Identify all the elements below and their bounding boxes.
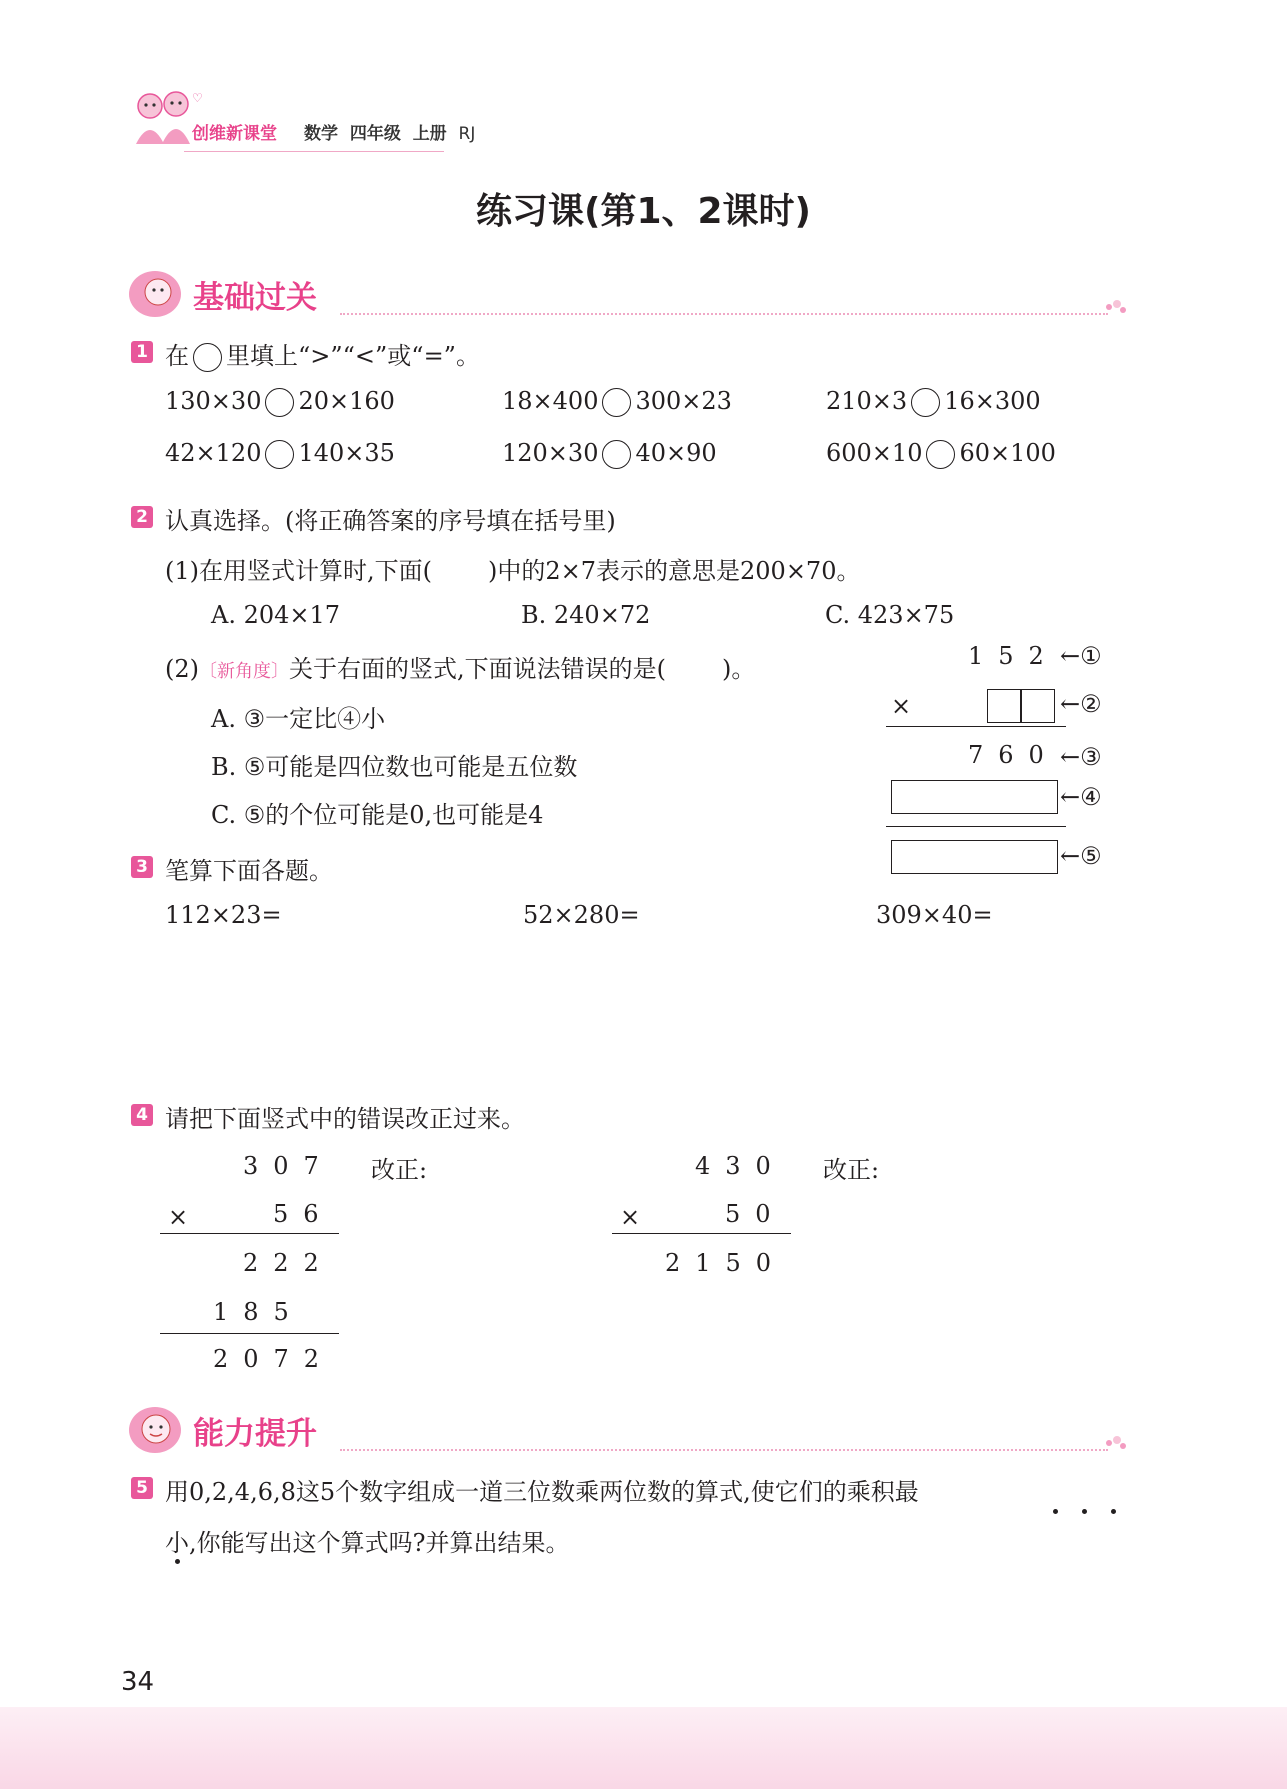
header-volume: 上册 [412,124,447,144]
q1-item [165,439,395,469]
answer-circle[interactable] [926,440,955,469]
section-basic-dots [1104,298,1128,316]
q1-item [502,439,717,469]
q3-number: 3 [131,856,153,878]
calc1-sign: × [168,1203,189,1231]
q1-right: 16×300 [944,387,1041,415]
section-advance-dots [1104,1434,1128,1452]
new-angle-tag: 〔新角度〕 [199,661,289,682]
answer-circle[interactable] [602,388,631,417]
q1-right: 140×35 [298,439,395,467]
page-number: 34 [121,1667,155,1697]
q1-left: 600×10 [826,439,923,467]
q1-number: 1 [131,341,153,363]
q1-left: 18×400 [502,387,599,415]
q4-prompt: 请把下面竖式中的错误改正过来。 [165,1105,525,1133]
q1-prompt-post: 里填上“>”“<”或“=”。 [226,342,480,370]
digit-box[interactable] [1021,689,1055,723]
emphasis-dot [1053,1509,1058,1514]
vertical-top-number: 152 [968,642,1059,670]
calc1-fix-label: 改正: [371,1156,428,1184]
q5-number: 5 [131,1477,153,1499]
q1-right: 20×160 [298,387,395,415]
label-3: ←③ [1060,743,1102,771]
q1-left: 120×30 [502,439,599,467]
emphasis-dot [1082,1509,1087,1514]
q3-item: 52×280= [523,901,640,929]
header-edition: RJ [458,124,476,144]
header-subject: 数学 [304,124,338,144]
calc2-multiplicand: 430 [695,1152,786,1180]
q2-p2-option-a[interactable]: A. ③一定比④小 [211,705,386,733]
q1-right: 40×90 [635,439,717,467]
q2-p1-option-a[interactable]: A. 204×17 [211,601,341,629]
q2-p2-post: 关于右面的竖式,下面说法错误的是( [289,655,666,683]
section-advance-title: 能力提升 [193,1416,317,1452]
q3-prompt: 笔算下面各题。 [165,857,333,885]
q2-p1-post: )中的2×7表示的意思是200×70。 [488,557,861,585]
q3-item: 309×40= [876,901,993,929]
section-advance-divider [340,1449,1108,1451]
q4-number: 4 [131,1104,153,1126]
q2-p2-option-b[interactable]: B. ⑤可能是四位数也可能是五位数 [211,753,578,781]
q2-p1-stem [165,551,860,586]
q2-p1-pre: (1)在用竖式计算时,下面( [165,557,432,585]
vertical-rule [886,726,1066,727]
q1-item [826,387,1041,417]
q1-item [165,387,395,417]
label-4: ←④ [1060,783,1102,811]
q1-right: 60×100 [959,439,1056,467]
q2-number: 2 [131,506,153,528]
q2-p1-option-c[interactable]: C. 423×75 [825,601,955,629]
q2-p2-stem [165,649,755,684]
digit-box[interactable] [987,689,1021,723]
calc1-total: 2072 [213,1345,335,1373]
blank-circle [193,343,222,372]
label-1: ←① [1060,642,1102,670]
q1-item [826,439,1056,469]
section-basic-title: 基础过关 [193,280,317,316]
calc2-rule [612,1233,791,1234]
svg-text:♡: ♡ [192,91,203,105]
calc2-sign: × [620,1203,641,1231]
section-advance-icon [128,1404,182,1454]
q1-right: 300×23 [635,387,732,415]
q5-line-2: 小,你能写出这个算式吗?并算出结果。 [165,1529,570,1557]
label-5: ←⑤ [1060,842,1102,870]
emphasis-dot [1111,1509,1116,1514]
answer-circle[interactable] [911,388,940,417]
calc2-total: 2150 [665,1249,787,1277]
header-rule [184,151,444,152]
calc1-rule [160,1233,339,1234]
vertical-rule [886,826,1066,827]
q1-left: 210×3 [826,387,908,415]
q1-item [502,387,732,417]
answer-circle[interactable] [602,440,631,469]
calc1-multiplier: 56 [273,1200,334,1228]
q2-p1-option-b[interactable]: B. 240×72 [521,601,651,629]
answer-circle[interactable] [265,440,294,469]
q1-prompt [165,336,480,372]
emphasis-dot [175,1559,180,1564]
q2-p2-option-c[interactable]: C. ⑤的个位可能是0,也可能是4 [211,801,544,829]
calc2-fix-label: 改正: [823,1156,880,1184]
q5-line-1: 用0,2,4,6,8这5个数字组成一道三位数乘两位数的算式,使它们的乘积最 [165,1478,919,1506]
q3-item: 112×23= [165,901,282,929]
q2-p2-pre: (2) [165,655,199,683]
partial-product-box[interactable] [891,780,1058,814]
calc1-partial-2: 185 [213,1298,304,1326]
vertical-multiply-sign: × [891,692,912,720]
header-info [304,119,475,144]
section-basic-divider [340,313,1108,315]
calc1-rule [160,1333,339,1334]
label-2: ←② [1060,690,1102,718]
vertical-third-number: 760 [968,741,1059,769]
header-brand: 创维新课堂 [192,124,277,144]
q2-prompt: 认真选择。(将正确答案的序号填在括号里) [165,507,616,535]
answer-circle[interactable] [265,388,294,417]
q1-left: 130×30 [165,387,262,415]
product-box[interactable] [891,840,1058,874]
q1-left: 42×120 [165,439,262,467]
section-basic-icon [128,268,182,318]
calc2-multiplier: 50 [725,1200,786,1228]
bottom-band [0,1707,1287,1789]
page-title: 练习课(第1、2课时) [475,191,811,232]
header-grade: 四年级 [349,124,401,144]
q1-prompt-pre: 在 [165,342,189,370]
calc1-multiplicand: 307 [243,1152,334,1180]
calc1-partial-1: 222 [243,1249,334,1277]
q2-p2-end: )。 [722,655,756,683]
